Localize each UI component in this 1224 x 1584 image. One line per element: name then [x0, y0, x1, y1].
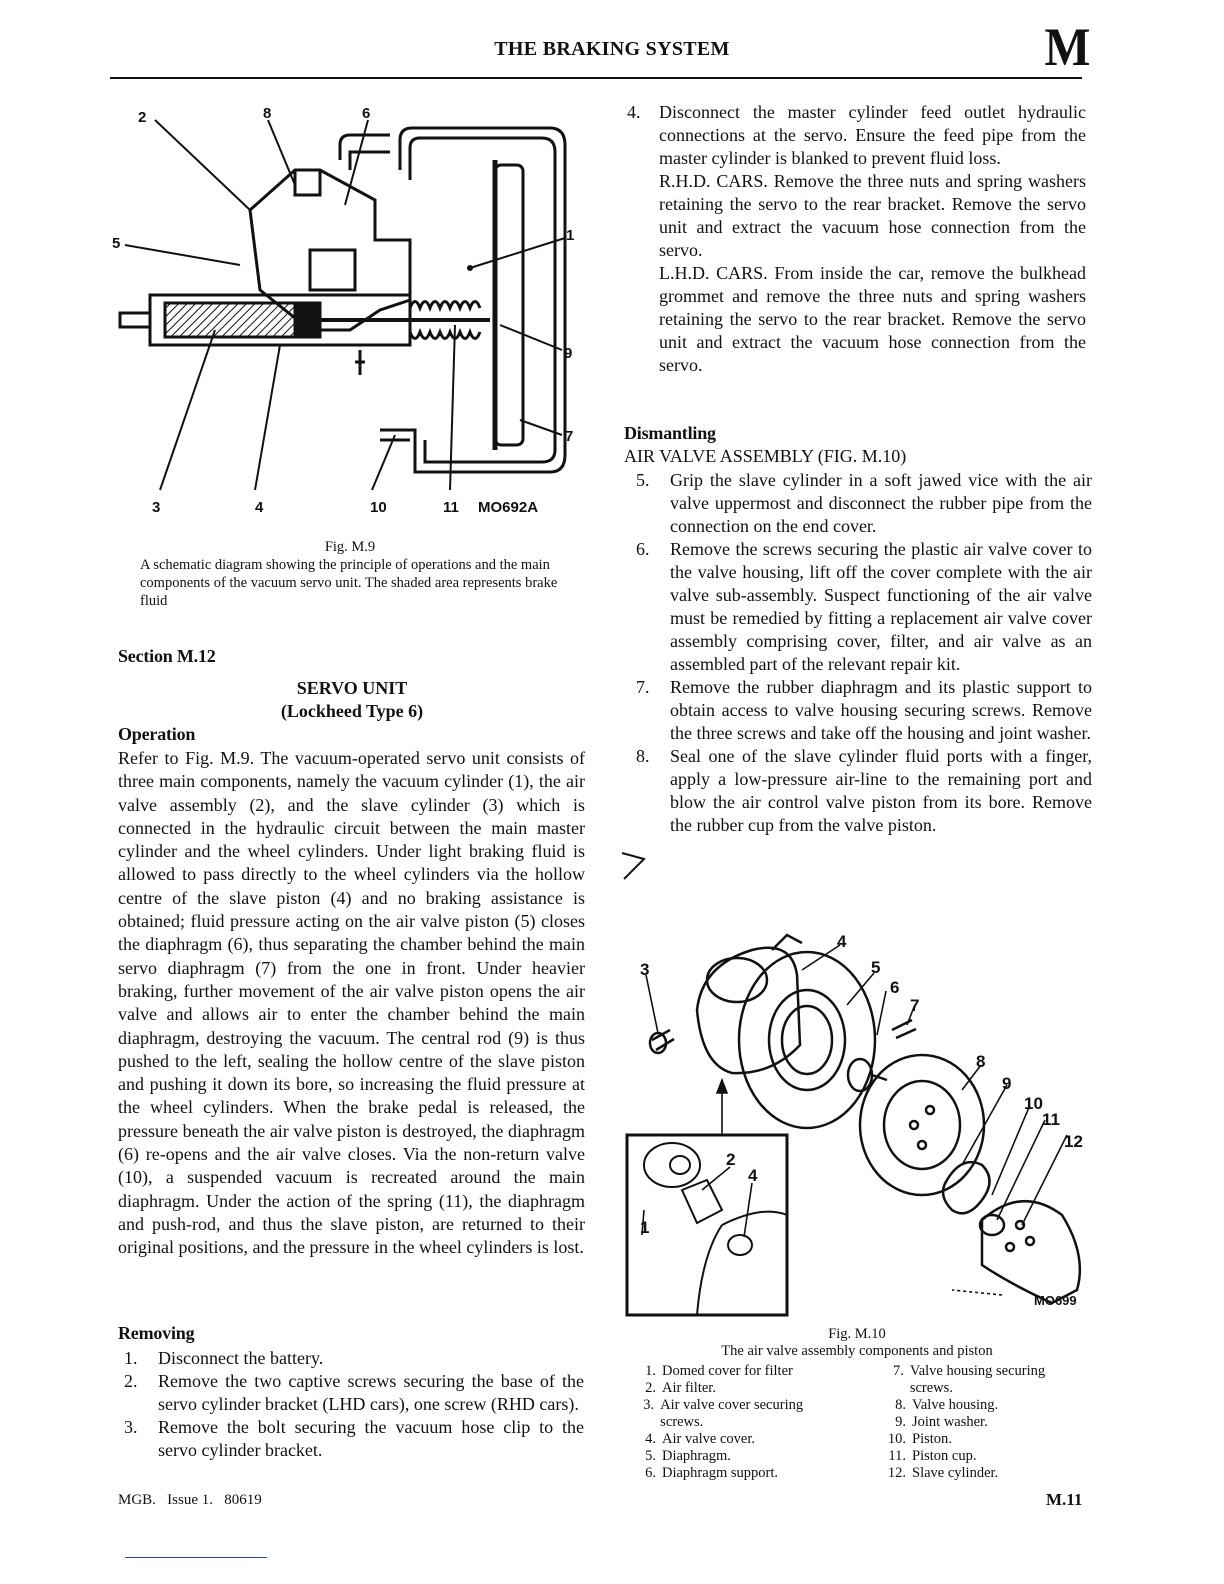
- dismantling-step: 5. Grip the slave cylinder in a soft jawed vice with the air valve uppermost and disconnect the rubber pipe from the connection on the end cover.: [636, 470, 1092, 536]
- fig-m10-caption-text: The air valve assembly components and piston: [721, 1343, 993, 1359]
- dismantling-subheading: AIR VALVE ASSEMBLY (FIG. M.10): [624, 446, 907, 466]
- fig10-inset-label-2: 2: [726, 1150, 736, 1169]
- fig10-label-7: 7: [910, 996, 920, 1015]
- fig10-inset-label-4: 4: [748, 1166, 758, 1185]
- parts-list-item: 3. Air valve cover securing screws.: [643, 1397, 804, 1430]
- fig10-label-4: 4: [837, 932, 847, 951]
- fig9-label-5: 5: [112, 235, 121, 252]
- fig-m9-caption-text: A schematic diagram showing the principle of operations and the main components of the vacuum servo unit. The shaded area represents brake fluid: [140, 557, 558, 609]
- header-rule: [110, 77, 1082, 79]
- fig10-label-5: 5: [871, 958, 881, 977]
- page-header-title: THE BRAKING SYSTEM: [494, 38, 730, 60]
- parts-list-item: 9. Joint washer.: [895, 1414, 988, 1430]
- fig9-label-3: 3: [152, 499, 161, 516]
- dismantling-step: 6. Remove the screws securing the plastic air valve cover to the valve housing, lift off the cover complete with the air valve sub-assembly. Suspect functioning of the air valve must be remedied by fitting a replacement air valve cover assembly comprising cover, filter, and air valve as an assembled part of the relevant repair kit.: [636, 539, 1092, 674]
- section-label: Section M.12: [118, 646, 216, 666]
- scan-artifact-line: [125, 1557, 267, 1558]
- removing-heading: Removing: [118, 1323, 195, 1343]
- parts-list-item: 6. Diaphragm support.: [645, 1465, 778, 1481]
- page-number: M.11: [1046, 1490, 1083, 1509]
- parts-list-item: 5. Diaphragm.: [645, 1448, 731, 1464]
- fig9-label-4: 4: [255, 499, 264, 516]
- parts-list-item: 11. Piston cup.: [888, 1448, 977, 1464]
- removing-step: 2. Remove the two captive screws securing the base of the servo cylinder bracket (LHD cars), one screw (RHD cars).: [124, 1371, 584, 1414]
- step-4-rhd: R.H.D. CARS. Remove the three nuts and spring washers retaining the servo to the rear bracket. Remove the servo unit and extract the vacuum hose connection from the servo.: [659, 171, 1086, 260]
- fig9-label-1: 1: [566, 227, 575, 244]
- handwritten-arrow-mark: [620, 845, 650, 885]
- fig10-label-6: 6: [890, 978, 900, 997]
- dismantling-step: 7. Remove the rubber diaphragm and its plastic support to obtain access to valve housing securing screws. Remove the three screws and take off the housing and joint washer.: [636, 677, 1092, 743]
- dismantling-heading: Dismantling: [624, 423, 716, 443]
- fig10-label-8: 8: [976, 1052, 986, 1071]
- section-letter: M: [1044, 17, 1091, 77]
- parts-list-left: [634, 1363, 864, 1482]
- parts-list-item: 7. Valve housing securing screws.: [892, 1363, 1046, 1396]
- operation-text: Refer to Fig. M.9. The vacuum-operated servo unit consists of three main components, namely the vacuum cylinder (1), the air valve assembly (2), and the slave cylinder (3) which is connected in the hydraulic circuit between the main master cylinder and the wheel cylinders. Under light braking fluid is allowed to pass directly to the wheel cylinders via the hollow centre of the slave piston (4) and no braking assistance is obtained; fluid pressure acting on the air valve piston (5) closes the diaphragm (6), thus separating the chamber behind the main servo diaphragm (7) from the one in front. Under heavier braking, further movement of the air valve piston opens the air valve and allows air to enter the chamber behind the main diaphragm, destroying the vacuum. The central rod (9) is thus pushed to the left, sealing the hollow centre of the slave piston and pushing it down its bore, so increasing the fluid pressure at the wheel cylinders. When the brake pedal is released, the pressure beneath the air valve piston is destroyed, the diaphragm (6) re-opens and the air valve closes. Via the non-return valve (10), a suspended vacuum is recreated around the main diaphragm. Under the action of the spring (11), the diaphragm and push-rod, and thus the slave piston, are returned to their original positions, and the pressure in the wheel cylinders is lost.: [118, 748, 585, 1258]
- fig10-inset-label-1: 1: [640, 1218, 650, 1237]
- dismantling-step: 8. Seal one of the slave cylinder fluid ports with a finger, apply a low-pressure air-line to the remaining port and blow the air control valve piston from its bore. Remove the rubber cup from the valve piston.: [636, 746, 1092, 835]
- fig-m10-caption-title: Fig. M.10: [828, 1326, 886, 1342]
- servo-unit-subtitle: (Lockheed Type 6): [280, 701, 424, 721]
- step-4-block: [624, 101, 1086, 377]
- fig9-label-9: 9: [564, 345, 573, 362]
- operation-heading: Operation: [118, 724, 196, 744]
- fig-m9-diagram: [110, 100, 590, 525]
- servo-unit-title: SERVO UNIT: [296, 678, 408, 698]
- parts-list-right: [884, 1363, 1084, 1482]
- fig-m10-diagram: [622, 925, 1092, 1320]
- step-4-lhd: L.H.D. CARS. From inside the car, remove the bulkhead grommet and remove the three nuts and spring washers retaining the servo to the rear bracket. Remove the servo unit and extract the vacuum hose connection from the servo.: [659, 263, 1086, 375]
- fig9-label-7: 7: [565, 428, 574, 445]
- fig9-label-6: 6: [362, 105, 371, 122]
- step-4-text: Disconnect the master cylinder feed outlet hydraulic connections at the servo. Ensure the feed pipe from the master cylinder is blanked to prevent fluid loss.: [659, 102, 1086, 168]
- step-4-num: 4.: [627, 102, 641, 122]
- parts-list-item: 8. Valve housing.: [895, 1397, 999, 1413]
- fig10-label-9: 9: [1002, 1074, 1012, 1093]
- footer-issue: MGB. Issue 1. 80619: [118, 1492, 262, 1508]
- fig10-label-3: 3: [640, 960, 650, 979]
- dismantling-steps: [630, 469, 1092, 837]
- parts-list-item: 12. Slave cylinder.: [887, 1465, 999, 1481]
- fig9-label-2: 2: [138, 109, 147, 126]
- removing-step: 1. Disconnect the battery.: [124, 1348, 324, 1368]
- fig9-code: MO692A: [478, 499, 539, 516]
- parts-list-item: 4. Air valve cover.: [645, 1431, 756, 1447]
- parts-list-item: 1. Domed cover for filter: [645, 1363, 793, 1379]
- parts-list-item: 10. Piston.: [887, 1431, 952, 1447]
- fig10-label-12: 12: [1064, 1132, 1083, 1151]
- fig10-label-11: 11: [1042, 1110, 1060, 1129]
- removing-step: 3. Remove the bolt securing the vacuum hose clip to the servo cylinder bracket.: [124, 1417, 584, 1460]
- fig-m9-caption-title: Fig. M.9: [324, 539, 376, 555]
- removing-steps: [118, 1347, 584, 1462]
- fig9-label-10: 10: [370, 499, 387, 516]
- fig9-label-8: 8: [263, 105, 272, 122]
- fig10-label-10: 10: [1024, 1094, 1043, 1113]
- fig10-code: MO699: [1034, 1293, 1077, 1308]
- parts-list-item: 2. Air filter.: [645, 1380, 716, 1396]
- fig9-label-11: 11: [443, 499, 459, 516]
